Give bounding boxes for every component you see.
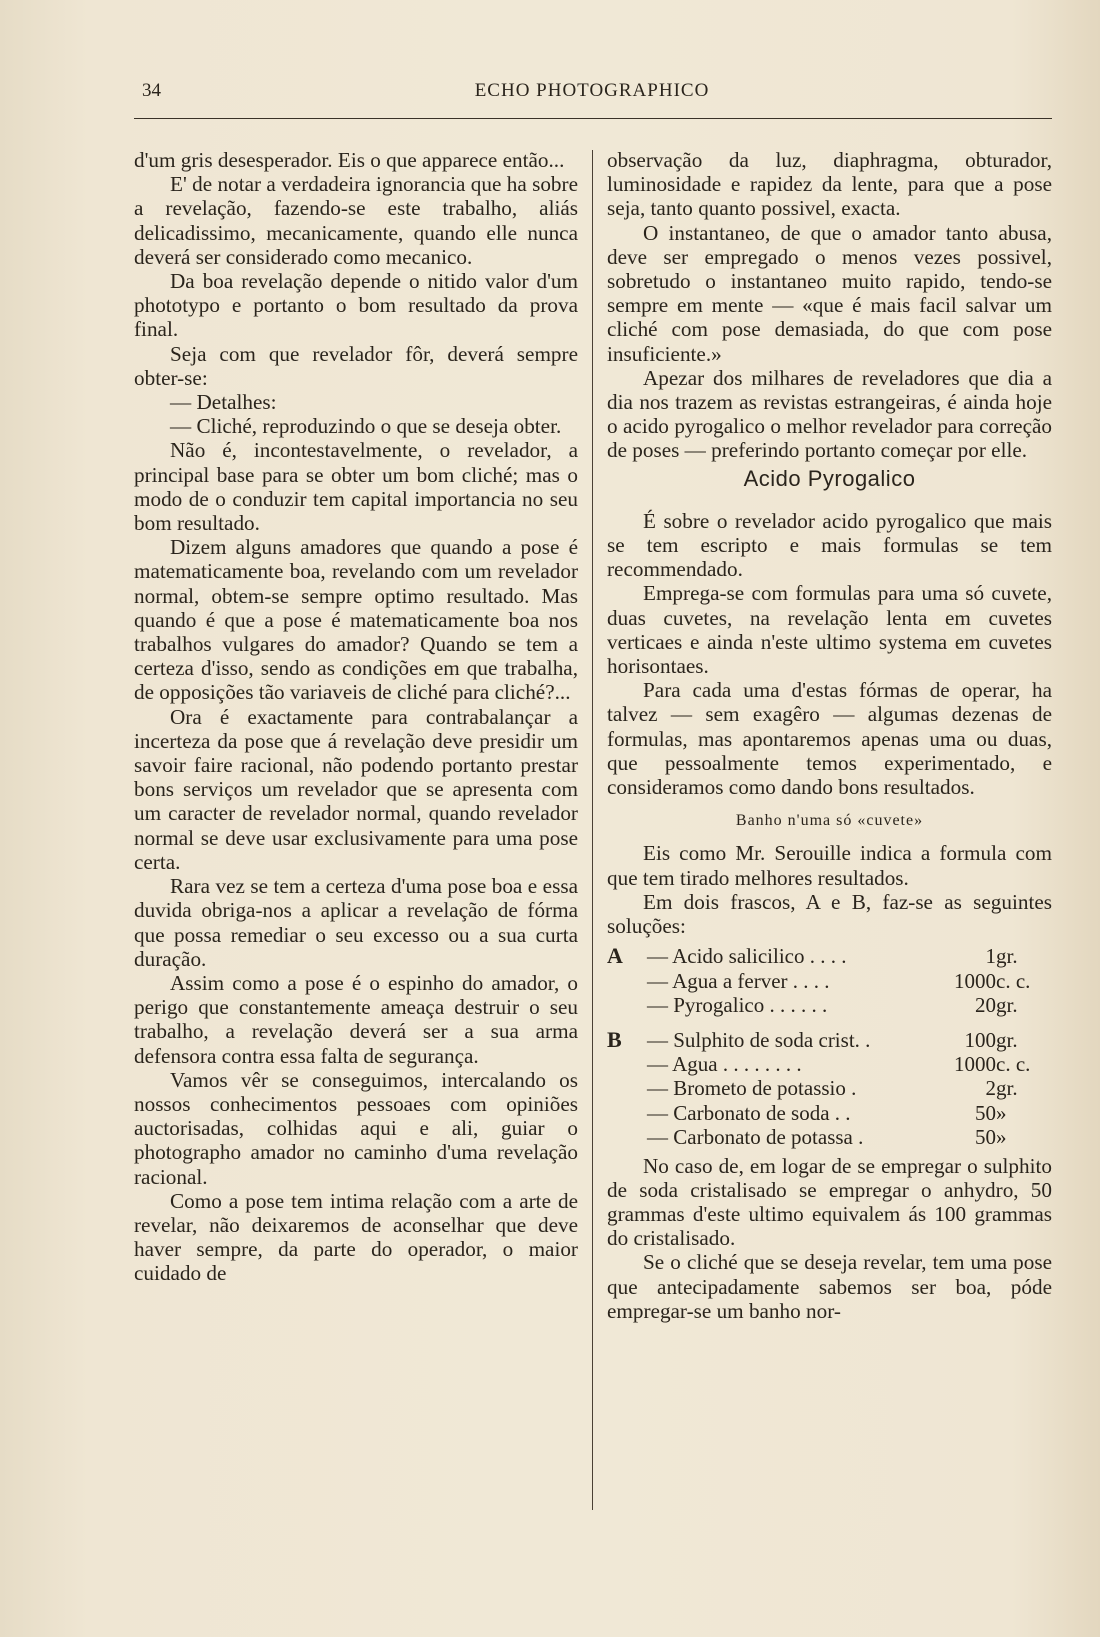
running-title: ECHO PHOTOGRAPHICO <box>474 80 710 101</box>
paragraph: Da boa revelação depende o nitido valor d'um phototypo e portanto o bom resultado da prova final. <box>134 269 578 342</box>
unit: gr. <box>996 1076 1018 1101</box>
right-column <box>607 148 1052 1323</box>
solution-label <box>607 1076 647 1100</box>
paragraph: No caso de, em logar de se empregar o sulphito de soda cristalisado se empregar o anhydro, 50 grammas d'este ultimo equivalem ás 100 grammas do cristalisado. <box>607 1153 1052 1251</box>
quantity: 50 <box>975 1125 996 1150</box>
formula-row <box>607 969 1052 993</box>
quantity: 1000 <box>954 1051 996 1076</box>
paragraph: Em dois frascos, A e B, faz-se as seguintes soluções: <box>607 889 1052 939</box>
unit: » <box>996 1125 1007 1150</box>
ingredient: — Brometo de potassio . <box>647 1076 857 1101</box>
page-header <box>132 80 1052 110</box>
paragraph: É sobre o revelador acido pyrogalico que mais se tem escripto e mais formulas se tem recommendado. <box>607 508 1052 582</box>
formula-row <box>607 993 1052 1017</box>
ingredient: — Agua a ferver . . . . <box>647 968 830 993</box>
solution-label <box>607 993 647 1017</box>
solution-label <box>607 1052 647 1076</box>
ingredient: — Sulphito de soda crist. . <box>647 1027 871 1052</box>
header-rule <box>134 118 1052 119</box>
ingredient: — Carbonato de potassa . <box>647 1125 864 1150</box>
paragraph: Se o cliché que se deseja revelar, tem uma pose que antecipadamente sabemos ser boa, póde empregar-se um banho nor- <box>607 1250 1052 1323</box>
solution-label <box>607 969 647 993</box>
solution-label <box>607 1101 647 1125</box>
quantity: 2 <box>985 1076 996 1101</box>
unit: gr. <box>996 944 1018 969</box>
unit: gr. <box>996 993 1018 1018</box>
paragraph: O instantaneo, de que o amador tanto abusa, deve ser empregado o menos vezes possivel, sobretudo o instantaneo muito rapido, tendo-se sempre em mente — «que é mais facil salvar um cliché com pose demasiada, do que com pose insuficiente.» <box>607 220 1052 366</box>
solution-label <box>607 1125 647 1149</box>
formula-row <box>607 1052 1052 1076</box>
quantity: 20 <box>975 993 996 1018</box>
paragraph: Como a pose tem intima relação com a arte de revelar, não deixaremos de aconselhar que deve haver sempre, da parte do operador, o maior cuidado de <box>134 1188 578 1286</box>
left-column <box>134 148 578 1286</box>
paragraph: — Cliché, reproduzindo o que se deseja obter. <box>170 414 562 439</box>
ingredient: — Carbonato de soda . . <box>647 1100 851 1125</box>
paragraph: Ora é exactamente para contrabalançar a incerteza da pose que á revelação deve presidir um savoir faire racional, não podendo portanto prestar bons serviços um revelador que se apresenta com um caracter de revelador normal, quando revelador normal se deve usar exclusivamente para uma pose certa. <box>134 704 578 874</box>
section-heading: Acido Pyrogalico <box>743 465 916 491</box>
formula-table <box>607 944 1052 1149</box>
paragraph: Dizem alguns amadores que quando a pose é matematicamente boa, revelando com um revelador normal, obtem-se sempre optimo resultado. Mas quando é que a pose é matematicamente boa nos trabalhos vulgares do amador? Quando se tem a certeza d'isso, sendo as condições em que trabalha, de opposições tão variaveis de cliché para cliché?... <box>134 535 578 705</box>
formula-row <box>607 1028 1052 1052</box>
unit: c. c. <box>996 968 1031 993</box>
paragraph: observação da luz, diaphragma, obturador, luminosidade e rapidez da lente, para que a pose seja, tanto quanto possivel, exacta. <box>607 148 1052 221</box>
quantity: 1000 <box>954 968 996 993</box>
formula-row <box>607 1101 1052 1125</box>
paragraph: Eis como Mr. Serouille indica a formula com que tem tirado melhores resultados. <box>607 841 1052 890</box>
subheading: Banho n'uma só «cuvete» <box>735 812 924 830</box>
solution-label: A <box>607 943 623 969</box>
ingredient: — Agua . . . . . . . . <box>647 1051 802 1076</box>
formula-gap <box>607 1018 1052 1028</box>
paragraph: Seja com que revelador fôr, deverá sempre obter-se: <box>134 341 578 390</box>
paragraph: E' de notar a verdadeira ignorancia que ha sobre a revelação, fazendo-se este trabalho, aliás delicadissimo, mecanicamente, quando elle nunca deverá ser considerado como mecanico. <box>134 172 578 269</box>
page-number: 34 <box>142 80 161 101</box>
paragraph: d'um gris desesperador. Eis o que apparece então... <box>134 148 565 172</box>
quantity: 50 <box>975 1100 996 1125</box>
paragraph: — Detalhes: <box>170 390 277 415</box>
unit: gr. <box>996 1027 1018 1052</box>
unit: c. c. <box>996 1051 1031 1076</box>
quantity: 1 <box>985 944 996 969</box>
unit: » <box>996 1100 1007 1125</box>
formula-row <box>607 1076 1052 1100</box>
paragraph: Não é, incontestavelmente, o revelador, a principal base para se obter um bom cliché; mas o modo de o conduzir tem capital importancia no seu bom resultado. <box>134 438 578 536</box>
solution-label: B <box>607 1026 622 1052</box>
paragraph: Assim como a pose é o espinho do amador, o perigo que constantemente ameaça destruir o seu trabalho, a revelação deverá ser a sua arma defensora contra essa falta de segurança. <box>134 970 578 1068</box>
quantity: 100 <box>964 1027 996 1052</box>
paragraph: Rara vez se tem a certeza d'uma pose boa e essa duvida obriga-nos a aplicar a revelação de fórma que possa remediar o seu excesso ou a sua curta duração. <box>134 874 578 971</box>
paragraph: Emprega-se com formulas para uma só cuvete, duas cuvetes, na revelação lenta em cuvetes verticaes e ainda n'este ultimo systema em cuvetes horisontaes. <box>607 581 1052 679</box>
ingredient: — Pyrogalico . . . . . . <box>647 993 828 1018</box>
paragraph: Apezar dos milhares de reveladores que dia a dia nos trazem as revistas estrangeiras, é ainda hoje o acido pyrogalico o melhor revelador para correção de poses — preferindo portanto começar por elle. <box>607 365 1052 463</box>
paragraph: Vamos vêr se conseguimos, intercalando os nossos conhecimentos pessoaes com opiniões auctorisadas, colhidas aqui e ali, guiar o photographo amador no caminho d'uma revelação racional. <box>134 1067 578 1189</box>
column-divider <box>592 150 593 1510</box>
ingredient: — Acido salicilico . . . . <box>647 944 847 969</box>
formula-row <box>607 944 1052 968</box>
formula-row <box>607 1125 1052 1149</box>
paragraph: Para cada uma d'estas fórmas de operar, ha talvez — sem exagêro — algumas dezenas de formulas, mas apontaremos apenas uma ou duas, que pessoalmente temos experimentado, e consideramos como dando bons resultados. <box>607 678 1052 800</box>
